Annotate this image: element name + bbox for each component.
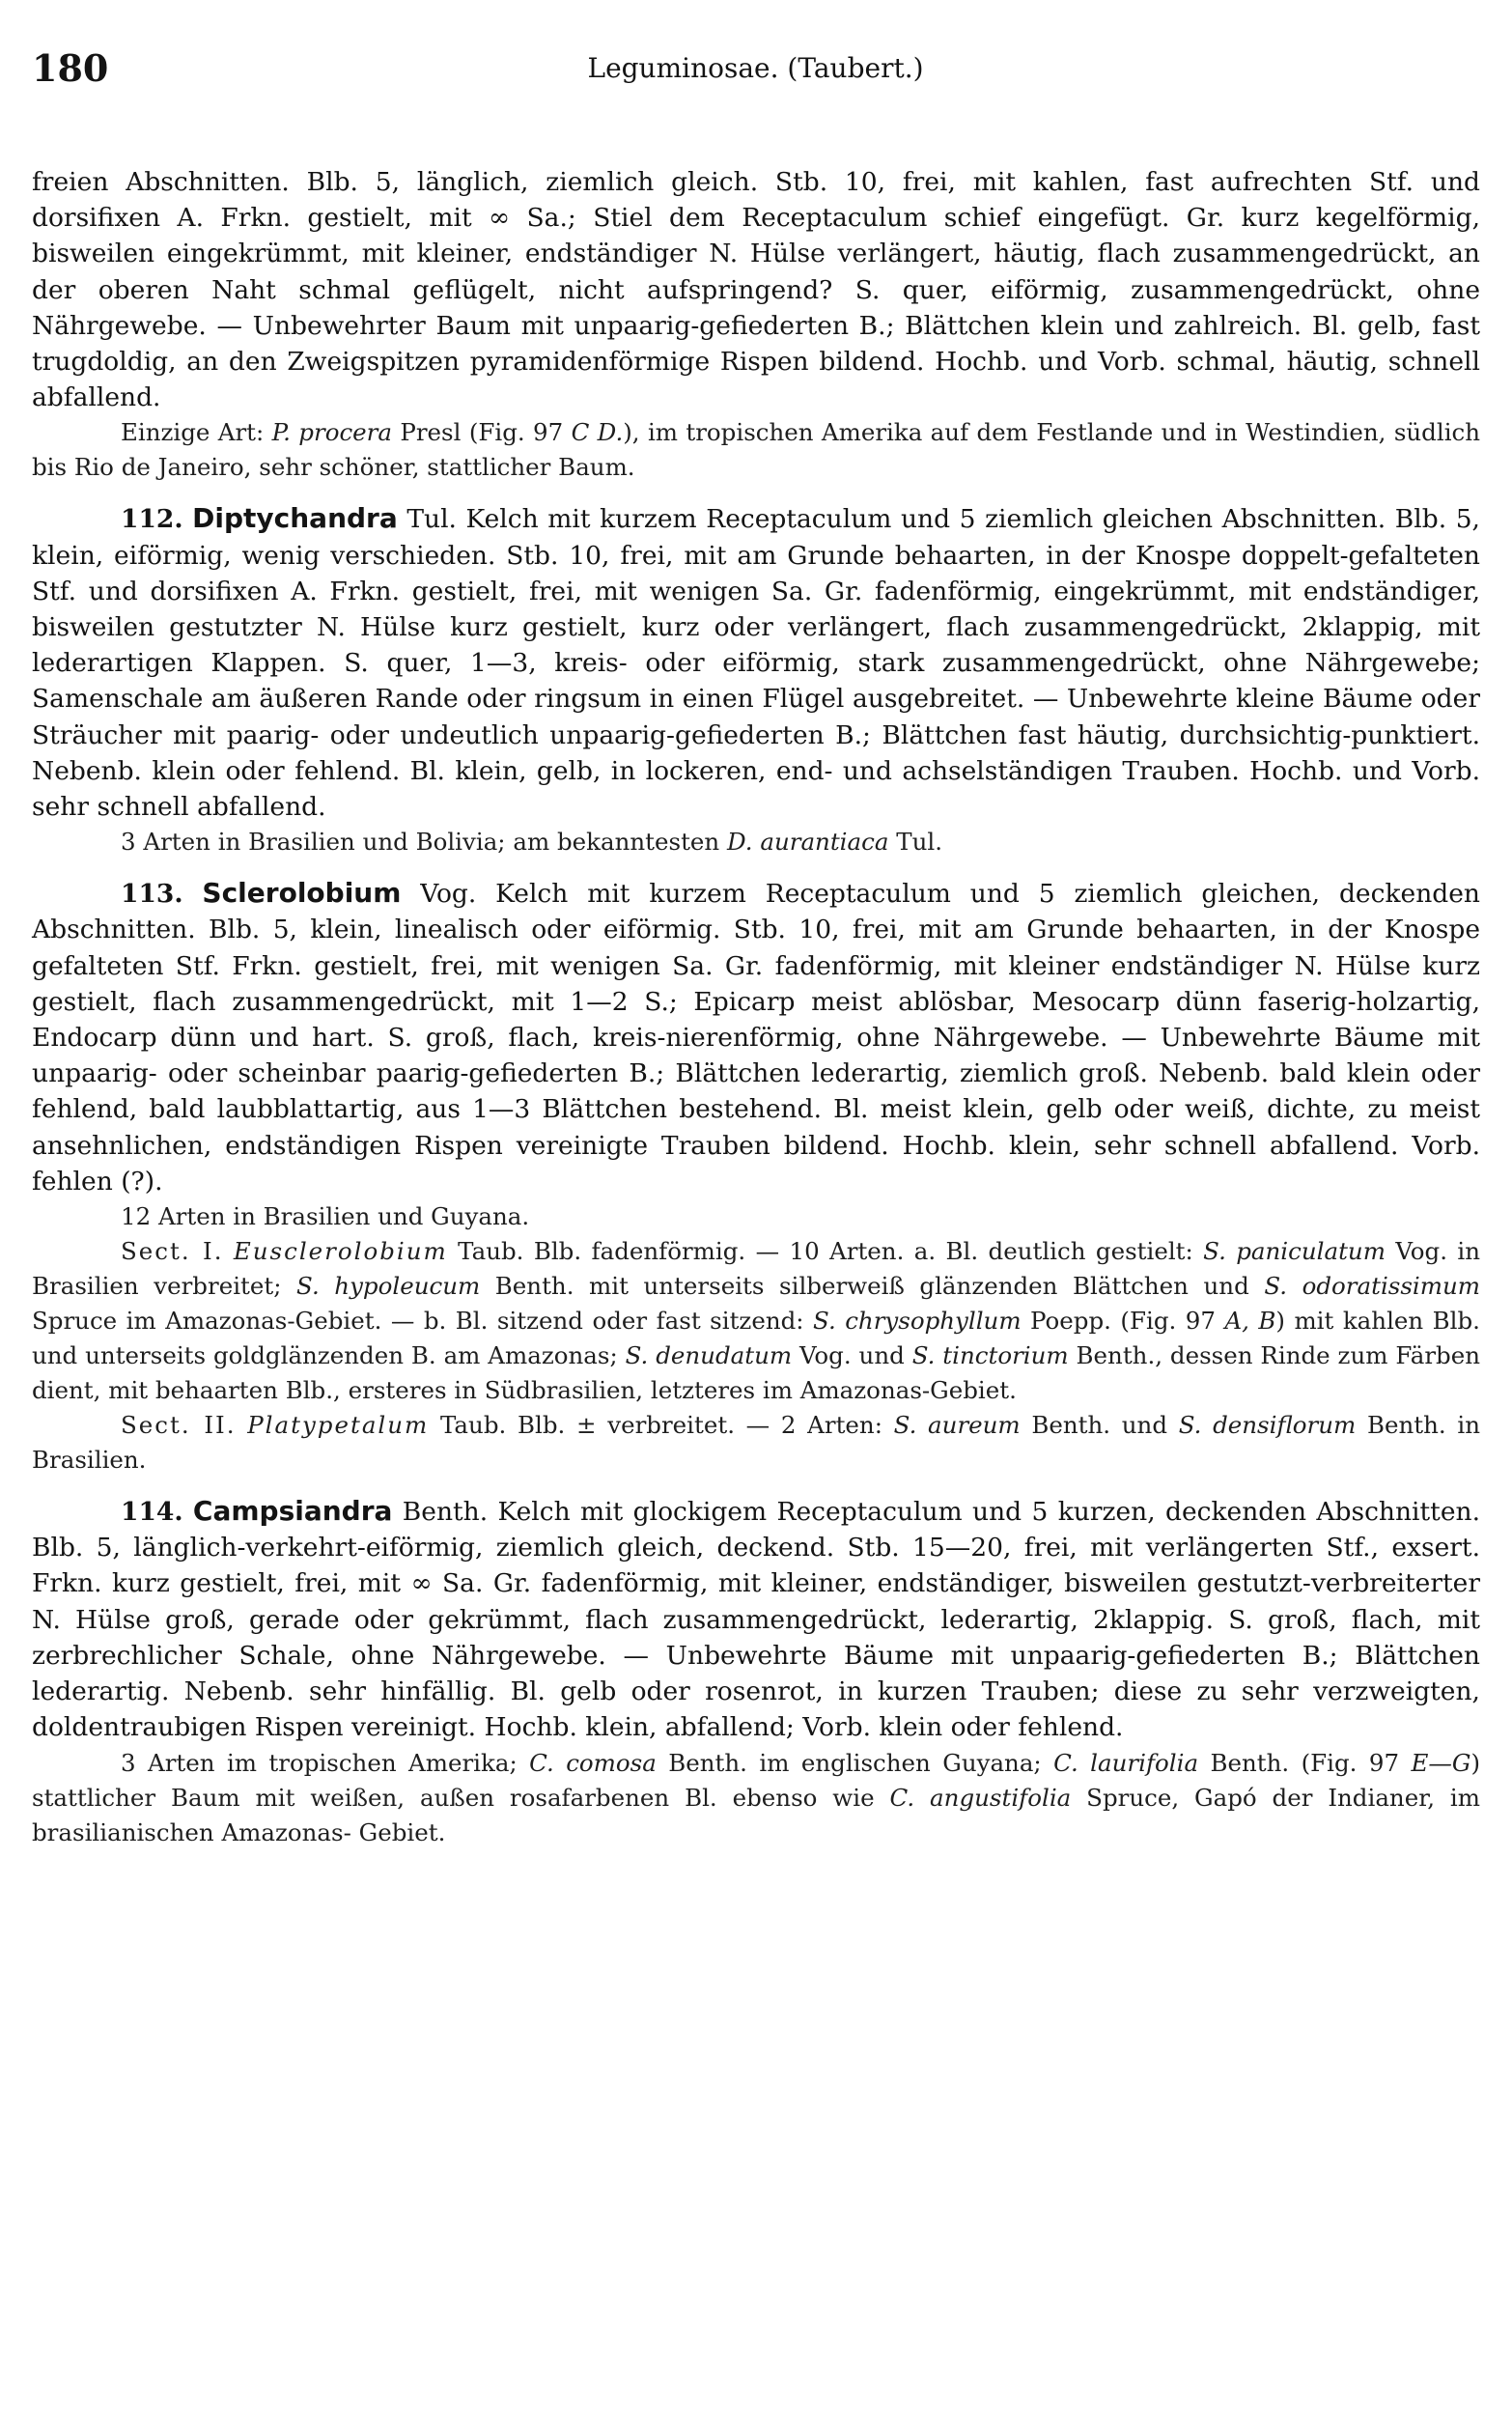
genus-number: 114. (121, 1497, 183, 1528)
section-1-eusclerolobium: Sect. I. Eusclerolobium Taub. Blb. fadenförmig. — 10 Arten. a. Bl. deutlich gestielt: S. paniculatum Vog. in Brasilien verbreitet; S. hypoleucum Benth. mit unterseits silberweiß glänzenden Blättchen und S. odoratissimum Spruce im Amazonas-Gebiet. — b. Bl. sitzend oder fast sitzend: S. chrysophyllum Poepp. (Fig. 97 A, B) mit kahlen Blb. und unterseits goldglänzenden B. am Amazonas; S. denudatum Vog. und S. tinctorium Benth., dessen Rinde zum Färben dient, mit behaarten Blb., ersteres in Südbrasilien, letzteres im Amazonas-Gebiet. (32, 1237, 1481, 1405)
species-name: S. paniculatum (1203, 1237, 1386, 1266)
species-name: C. comosa (529, 1748, 657, 1777)
section-label: Sect. II. (121, 1411, 237, 1440)
species-name: C. angustifolia (889, 1783, 1072, 1812)
genus-number: 113. (121, 879, 183, 910)
figure-ref: C D. (571, 418, 624, 447)
section-2-platypetalum: Sect. II. Platypetalum Taub. Blb. ± verbreitet. — 2 Arten: S. aureum Benth. und S. densiflorum Benth. in Brasilien. (32, 1411, 1481, 1475)
page-number: 180 (32, 46, 109, 90)
paragraph-continuation: freien Abschnitten. Blb. 5, länglich, ziemlich gleich. Stb. 10, frei, mit kahlen, fast aufrechten Stf. und dorsifixen A. Frkn. gestielt, mit ∞ Sa.; Stiel dem Receptaculum schief eingefügt. Gr. kurz kegelförmig, bisweilen eingekrümmt, mit kleiner, endständiger N. Hülse verlängert, häutig, flach zusammengedrückt, an der oberen Naht schmal geflügelt, nicht aufspringend? S. quer, eiförmig, zusammengedrückt, ohne Nährgewebe. — Unbewehrter Baum mit unpaarig-gefiederten B.; Blättchen klein und zahlreich. Bl. gelb, fast trugdoldig, an den Zweigspitzen pyramidenförmige Rispen bildend. Hochb. und Vorb. schmal, häutig, schnell abfallend. (32, 167, 1480, 413)
species-name: C. laurifolia (1053, 1748, 1199, 1777)
species-note-campsiandra: 3 Arten im tropischen Amerika; C. comosa Benth. im englischen Guyana; C. laurifolia Benth. (Fig. 97 E—G) stattlicher Baum mit weißen, außen rosafarbenen Bl. ebenso wie C. angustifolia Spruce, Gapó der Indianer, im brasilianischen Amazonas- Gebiet. (32, 1748, 1480, 1846)
section-name: Platypetalum (247, 1411, 430, 1440)
species-name: S. hypoleucum (296, 1272, 481, 1301)
page-header (32, 42, 1479, 91)
page-body (32, 164, 1480, 1850)
species-name: D. aurantiaca (727, 828, 889, 857)
genus-number: 112. (121, 504, 183, 535)
species-name: S. chrysophyllum (813, 1307, 1022, 1336)
genus-entry-114: 114. Campsiandra Benth. Kelch mit glockigem Receptaculum und 5 kurzen, deckenden Abschnitten. Blb. 5, länglich-verkehrt-eiförmig, ziemlich gleich, deckend. Stb. 15—20, frei, mit verlängerten Stf., exsert. Frkn. kurz gestielt, frei, mit ∞ Sa. Gr. fadenförmig, mit kleiner, endständiger, bisweilen gestutzt-verbreiterter N. Hülse groß, gerade oder gekrümmt, flach zusammengedrückt, lederartig, 2klappig. S. groß, flach, mit zerbrechlicher Schale, ohne Nährgewebe. — Unbewehrte Bäume mit unpaarig-gefiederten B.; Blättchen lederartig. Nebenb. sehr hinfällig. Bl. gelb oder rosenrot, in kurzen Trauben; diese zu sehr verzweigten, doldentraubigen Rispen vereinigt. Hochb. klein, abfallend; Vorb. klein oder fehlend. (32, 1495, 1480, 1743)
genus-name: Sclerolobium (202, 877, 402, 910)
section-label: Sect. I. (121, 1237, 224, 1266)
genus-name: Campsiandra (192, 1495, 393, 1528)
species-note-diptychandra: 3 Arten in Brasilien und Bolivia; am bekanntesten D. aurantiaca Tul. (121, 828, 942, 857)
genus-name: Diptychandra (192, 502, 398, 535)
figure-ref: A, B (1224, 1307, 1276, 1336)
species-note-pterogyne: Einzige Art: P. procera Presl (Fig. 97 C D.), im tropischen Amerika auf dem Festlande und in Westindien, südlich bis Rio de Janeiro, sehr schöner, stattlicher Baum. (32, 418, 1481, 482)
species-note-sclerolobium: 12 Arten in Brasilien und Guyana. (121, 1202, 530, 1231)
species-name: P. procera (271, 418, 392, 447)
genus-entry-112: 112. Diptychandra Tul. Kelch mit kurzem Receptaculum und 5 ziemlich gleichen Abschnitten. Blb. 5, klein, eiförmig, wenig verschieden. Stb. 10, frei, mit am Grunde behaarten, in der Knospe doppelt-gefalteten Stf. und dorsifixen A. Frkn. gestielt, frei, mit wenigen Sa. Gr. fadenförmig, eingekrümmt, mit endständiger, bisweilen gestutzter N. Hülse kurz gestielt, kurz oder verlängert, flach zusammengedrückt, 2klappig, mit lederartigen Klappen. S. quer, 1—3, kreis- oder eiförmig, stark zusammengedrückt, ohne Nährgewebe; Samenschale am äußeren Rande oder ringsum in einen Flügel ausgebreitet. — Unbewehrte kleine Bäume oder Sträucher mit paarig- oder undeutlich unpaarig-gefiederten B.; Blättchen fast häutig, durchsichtig-punktiert. Nebenb. klein oder fehlend. Bl. klein, gelb, in lockeren, end- und achselständigen Trauben. Hochb. und Vorb. sehr schnell abfallend. (32, 502, 1480, 823)
genus-entry-113: 113. Sclerolobium Vog. Kelch mit kurzem Receptaculum und 5 ziemlich gleichen, deckenden Abschnitten. Blb. 5, klein, linealisch oder eiförmig. Stb. 10, frei, mit am Grunde behaarten, in der Knospe gefalteten Stf. Frkn. gestielt, frei, mit wenigen Sa. Gr. fadenförmig, mit kleiner endständiger N. Hülse kurz gestielt, flach zusammengedrückt, mit 1—2 S.; Epicarp meist ablösbar, Mesocarp dünn faserig-holzartig, Endocarp dünn und hart. S. groß, flach, kreis-nierenförmig, ohne Nährgewebe. — Unbewehrte Bäume mit unpaarig- oder scheinbar paarig-gefiederten B.; Blättchen lederartig, ziemlich groß. Nebenb. bald klein oder fehlend, bald laubblattartig, aus 1—3 Blättchen bestehend. Bl. meist klein, gelb oder weiß, dichte, zu meist ansehnlichen, endständigen Rispen vereinigte Trauben bildend. Hochb. klein, sehr schnell abfallend. Vorb. fehlen (?). (32, 877, 1480, 1197)
section-name: Eusclerolobium (233, 1237, 448, 1266)
figure-ref: E—G (1411, 1748, 1471, 1777)
species-name: S. odoratissimum (1264, 1272, 1481, 1301)
species-name: S. tinctorium (911, 1341, 1069, 1370)
species-name: S. aureum (893, 1411, 1021, 1440)
species-name: S. denudatum (625, 1341, 793, 1370)
running-head: Leguminosae. (Taubert.) (587, 52, 924, 84)
species-name: S. densiflorum (1178, 1411, 1357, 1440)
